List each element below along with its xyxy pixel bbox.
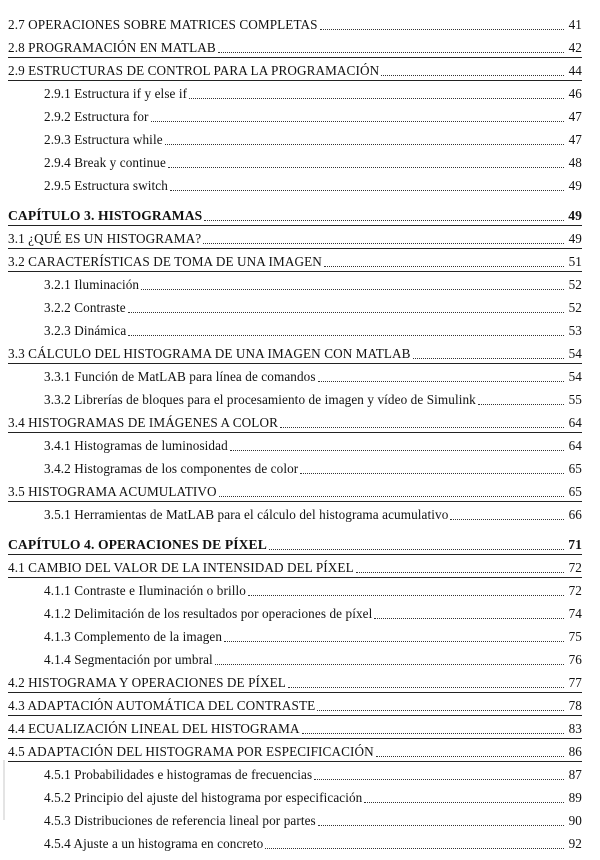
dot-leader [269,548,564,550]
toc-entry-title: 2.9.1 Estructura if y else if [44,86,188,101]
toc-entry-title: 3.1 ¿QUÉ ES UN HISTOGRAMA? [8,231,202,246]
dot-leader [364,801,564,803]
toc-entry-title: 4.5.2 Principio del ajuste del histograma por especificación [44,790,363,805]
toc-entry-title: 4.1.3 Complemento de la imagen [44,629,223,644]
toc-entry-title: 3.3.2 Librerías de bloques para el procesamiento de imagen y vídeo de Simulink [44,392,476,407]
toc-row [8,557,582,578]
dot-leader [324,265,564,267]
toc-page-number: 71 [568,537,582,552]
toc-row [8,481,582,502]
dot-leader [248,594,564,596]
toc-row [8,412,582,433]
dot-leader [141,288,564,290]
dot-leader [128,311,564,313]
toc-row [44,504,582,524]
scan-margin-mark [3,760,5,820]
toc-entry-title: 4.1.4 Segmentación por umbral [44,652,213,667]
toc-entry-title: 4.5 ADAPTACIÓN DEL HISTOGRAMA POR ESPECIFICACIÓN [8,744,374,759]
toc-page-number: 44 [568,63,582,78]
toc-page-number: 54 [568,369,582,384]
toc-row [44,458,582,478]
toc-page-number: 66 [568,507,582,522]
toc-row [44,106,582,126]
toc-entry-title: 3.4.1 Histogramas de luminosidad [44,438,228,453]
toc-page-number: 75 [568,629,582,644]
dot-leader [302,732,564,734]
toc-entry-title: 3.2.2 Contraste [44,300,126,315]
toc-page-number: 86 [568,744,582,759]
toc-page-number: 76 [568,652,582,667]
toc-entry-title: 2.9.2 Estructura for [44,109,149,124]
dot-leader [478,403,564,405]
toc-row [44,764,582,784]
toc-page-number: 64 [568,415,582,430]
dot-leader [280,426,564,428]
dot-leader [168,166,564,168]
toc-page-number: 90 [568,813,582,828]
toc-page-number: 65 [568,484,582,499]
toc-page-number: 89 [568,790,582,805]
toc-page-number: 77 [568,675,582,690]
toc-page-number: 49 [568,231,582,246]
toc-entry-title: 2.8 PROGRAMACIÓN EN MATLAB [8,40,216,55]
toc-row [44,810,582,830]
dot-leader [189,97,564,99]
toc-row [44,83,582,103]
dot-leader [224,640,564,642]
toc-row [44,833,582,853]
toc-row [8,37,582,58]
toc-row [44,435,582,455]
toc-entry-title: 3.5.1 Herramientas de MatLAB para el cálculo del histograma acumulativo [44,507,449,522]
toc-entry-title: 4.1.1 Contraste e Iluminación o brillo [44,583,246,598]
toc-entry-title: 3.4 HISTOGRAMAS DE IMÁGENES A COLOR [8,415,278,430]
toc-chapter-row [8,205,582,226]
toc-page-number: 47 [568,132,582,147]
toc-entry-title: 3.2 CARACTERÍSTICAS DE TOMA DE UNA IMAGEN [8,254,322,269]
toc-page-number: 49 [568,178,582,193]
dot-leader [376,755,564,757]
toc-page-number: 87 [568,767,582,782]
toc-row [44,787,582,807]
dot-leader [318,380,564,382]
toc-page-number: 92 [568,836,582,851]
toc-page-number: 46 [568,86,582,101]
dot-leader [374,617,564,619]
toc-row [44,603,582,623]
toc-entry-title: 4.5.4 Ajuste a un histograma en concreto [44,836,264,851]
toc-page-number: 72 [568,560,582,575]
toc-entry-title: 3.2.3 Dinámica [44,323,127,338]
toc-page-number: 64 [568,438,582,453]
dot-leader [203,242,564,244]
toc-page-number: 47 [568,109,582,124]
toc-row [8,228,582,249]
dot-leader [356,571,564,573]
toc-entry-title: 2.9.5 Estructura switch [44,178,168,193]
dot-leader [128,334,564,336]
toc-row [44,366,582,386]
toc-page-number: 74 [568,606,582,621]
toc-row [8,60,582,81]
dot-leader [450,518,564,520]
toc-row [44,649,582,669]
dot-leader [230,449,564,451]
toc-row [8,343,582,364]
dot-leader [215,663,564,665]
toc-entry-title: CAPÍTULO 3. HISTOGRAMAS [8,208,203,223]
toc-entry-title: 4.5.3 Distribuciones de referencia lineal por partes [44,813,316,828]
toc-entry-title: CAPÍTULO 4. OPERACIONES DE PÍXEL [8,537,267,552]
dot-leader [170,189,564,191]
toc-row [44,297,582,317]
dot-leader [413,357,564,359]
dot-leader [314,778,564,780]
toc-page-number: 49 [568,208,582,223]
toc-entry-title: 2.9.3 Estructura while [44,132,163,147]
toc-entry-title: 4.1.2 Delimitación de los resultados por operaciones de píxel [44,606,373,621]
toc-page-number: 41 [568,17,582,32]
toc-entry-title: 3.2.1 Iluminación [44,277,140,292]
toc-row [44,626,582,646]
dot-leader [318,824,564,826]
dot-leader [265,847,564,849]
toc-page-number: 83 [568,721,582,736]
toc-page-number: 65 [568,461,582,476]
toc-entry-title: 2.9.4 Break y continue [44,155,166,170]
toc-page-number: 72 [568,583,582,598]
dot-leader [300,472,564,474]
dot-leader [320,28,564,30]
toc-row [8,251,582,272]
toc-page-number: 78 [568,698,582,713]
toc-row [44,274,582,294]
toc-row [44,389,582,409]
toc-page-number: 52 [568,277,582,292]
toc-entry-title: 3.3 CÁLCULO DEL HISTOGRAMA DE UNA IMAGEN CON MATLAB [8,346,411,361]
toc-page-number: 52 [568,300,582,315]
toc-entry-title: 3.4.2 Histogramas de los componentes de color [44,461,299,476]
toc-row [8,718,582,739]
toc-entry-title: 4.4 ECUALIZACIÓN LINEAL DEL HISTOGRAMA [8,721,300,736]
toc-row [8,672,582,693]
toc-entry-title: 3.3.1 Función de MatLAB para línea de comandos [44,369,316,384]
dot-leader [165,143,564,145]
dot-leader [317,709,564,711]
toc-entry-title: 2.9 ESTRUCTURAS DE CONTROL PARA LA PROGRAMACIÓN [8,63,380,78]
dot-leader [219,495,564,497]
toc-row [44,175,582,195]
toc-row [44,320,582,340]
toc-page-number: 51 [568,254,582,269]
toc-entry-title: 4.2 HISTOGRAMA Y OPERACIONES DE PÍXEL [8,675,286,690]
toc-entry-title: 4.3 ADAPTACIÓN AUTOMÁTICA DEL CONTRASTE [8,698,316,713]
toc-page-number: 53 [568,323,582,338]
toc-page-number: 48 [568,155,582,170]
toc-entry-title: 4.1 CAMBIO DEL VALOR DE LA INTENSIDAD DEL PÍXEL [8,560,354,575]
dot-leader [218,51,564,53]
toc-chapter-row [8,534,582,555]
toc-row [8,741,582,762]
toc-row [44,129,582,149]
dot-leader [381,74,564,76]
dot-leader [204,219,564,221]
toc-page-number: 42 [568,40,582,55]
toc-row [8,695,582,716]
toc-row [44,152,582,172]
toc-entry-title: 3.5 HISTOGRAMA ACUMULATIVO [8,484,217,499]
dot-leader [151,120,564,122]
dot-leader [288,686,564,688]
toc-row [8,14,582,34]
toc-row [44,580,582,600]
toc-page-number: 54 [568,346,582,361]
toc-entry-title: 2.7 OPERACIONES SOBRE MATRICES COMPLETAS [8,17,318,32]
toc-page-number: 55 [568,392,582,407]
toc-entry-title: 4.5.1 Probabilidades e histogramas de frecuencias [44,767,313,782]
